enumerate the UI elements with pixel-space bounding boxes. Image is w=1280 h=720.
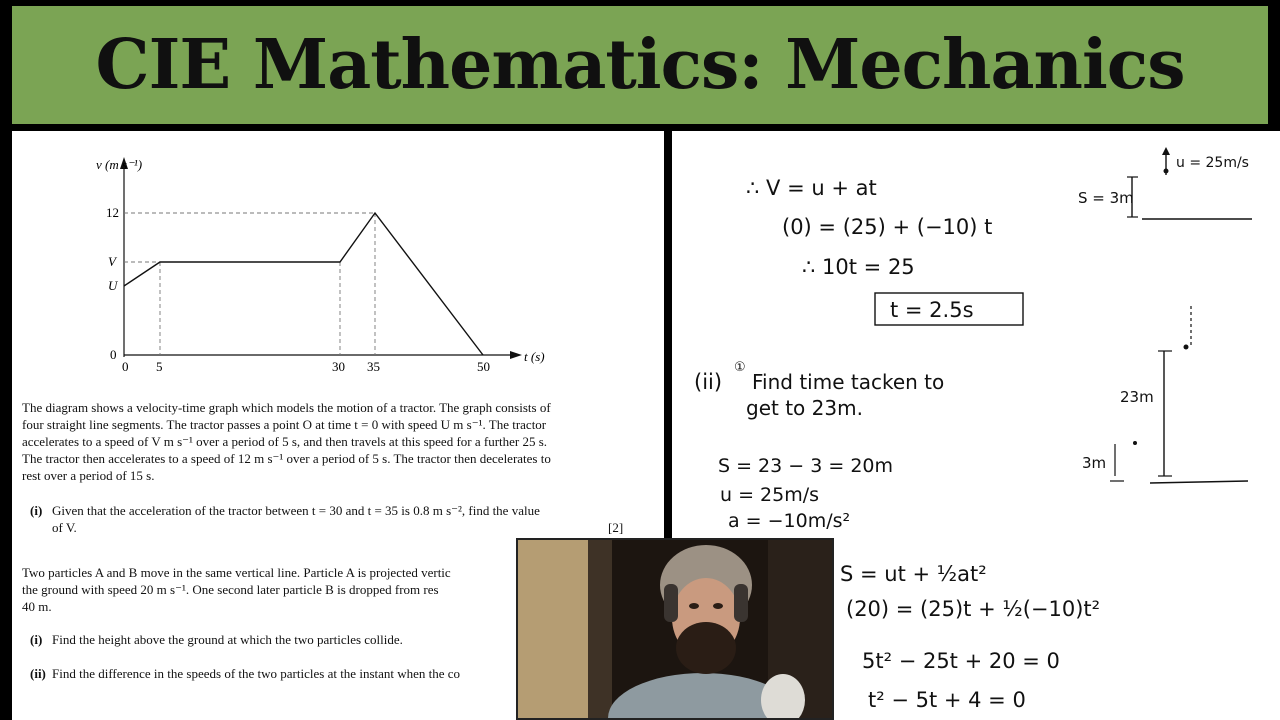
velocity-line bbox=[124, 213, 483, 355]
presenter-beard bbox=[676, 622, 736, 674]
part-text-line: of V. bbox=[52, 520, 77, 535]
x-tick-35: 35 bbox=[367, 359, 380, 374]
banner-title: CIE Mathematics: Mechanics bbox=[95, 25, 1185, 105]
question2-line: 40 m. bbox=[22, 599, 52, 614]
a-line: a = −10m/s² bbox=[728, 510, 851, 532]
note-line-2: (0) = (25) + (−10) t bbox=[782, 215, 993, 239]
headphone-right bbox=[734, 584, 748, 622]
part-text: Find the difference in the speeds of the two particles at the instant when the co bbox=[52, 666, 461, 681]
question1-paragraph bbox=[22, 399, 652, 484]
x-axis-arrow bbox=[510, 351, 522, 359]
s-line: S = 23 − 3 = 20m bbox=[718, 455, 894, 477]
question1-line: The diagram shows a velocity-time graph which models the motion of a tractor. The graph consists of bbox=[22, 400, 551, 415]
diagram1-s-label: S = 3m bbox=[1078, 189, 1134, 207]
part-ii-line-2: get to 23m. bbox=[746, 396, 863, 420]
part-ii-label: (ii) bbox=[694, 370, 723, 394]
x-tick-5: 5 bbox=[156, 359, 163, 374]
eq-3: 5t² − 25t + 20 = 0 bbox=[862, 649, 1060, 673]
diagram2-particle-top bbox=[1184, 345, 1189, 350]
headphone-left bbox=[664, 584, 678, 622]
velocity-time-graph bbox=[12, 131, 572, 381]
diagram1-arrow-head bbox=[1162, 147, 1170, 155]
y-tick-0: 0 bbox=[110, 347, 117, 362]
x-axis-label: t (s) bbox=[524, 349, 545, 364]
u-line: u = 25m/s bbox=[720, 484, 820, 506]
part-label: (i) bbox=[30, 632, 43, 647]
eq-1: S = ut + ½at² bbox=[840, 562, 987, 586]
x-tick-30: 30 bbox=[332, 359, 345, 374]
x-tick-0: 0 bbox=[122, 359, 129, 374]
question1-marks: [2] bbox=[608, 520, 624, 535]
y-tick-u: U bbox=[108, 278, 118, 293]
diagram2-label-23: 23m bbox=[1120, 388, 1154, 406]
y-tick-12: 12 bbox=[106, 205, 119, 220]
question2-line: the ground with speed 20 m s⁻¹. One second later particle B is dropped from res bbox=[22, 582, 439, 597]
question1-line: The tractor then accelerates to a speed of 12 m s⁻¹ over a period of 5 s. The tractor then decelerates to bbox=[22, 451, 551, 466]
question1-line: accelerates to a speed of V m s⁻¹ over a period of 5 s, and then travels at this speed for a further 25 s. bbox=[22, 434, 548, 449]
diagram2-label-3: 3m bbox=[1082, 454, 1107, 472]
question1-line: rest over a period of 15 s. bbox=[22, 468, 155, 483]
eq-4: t² − 5t + 4 = 0 bbox=[868, 688, 1026, 712]
diagram1-particle bbox=[1164, 169, 1169, 174]
part-label: (ii) bbox=[30, 666, 46, 681]
part-label: (i) bbox=[30, 503, 43, 518]
y-tick-v: V bbox=[108, 254, 116, 269]
title-banner bbox=[12, 6, 1268, 124]
note-line-3: ∴ 10t = 25 bbox=[802, 255, 915, 279]
part-ii-step: ① bbox=[734, 360, 746, 375]
question1-line: four straight line segments. The tractor passes a point O at time t = 0 with speed U m s⁻¹. The tractor bbox=[22, 417, 547, 432]
diagram2-particle-bottom bbox=[1133, 441, 1137, 445]
webcam-overlay bbox=[516, 538, 834, 720]
note-line-1: ∴ V = u + at bbox=[746, 176, 877, 200]
eq-2: (20) = (25)t + ½(−10)t² bbox=[846, 597, 1101, 621]
x-tick-50: 50 bbox=[477, 359, 490, 374]
question2-line: Two particles A and B move in the same vertical line. Particle A is projected vertic bbox=[22, 565, 451, 580]
diagram2-ground bbox=[1150, 481, 1248, 483]
part-ii-line-1: Find time tacken to bbox=[752, 370, 945, 394]
part-text-line: Given that the acceleration of the tractor between t = 30 and t = 35 is 0.8 m s⁻², find the value bbox=[52, 503, 540, 518]
part-text: Find the height above the ground at which the two particles collide. bbox=[52, 632, 403, 647]
diagram1-top-label: u = 25m/s bbox=[1176, 155, 1249, 171]
y-axis-label: v (m s⁻¹) bbox=[96, 157, 143, 172]
boxed-answer: t = 2.5s bbox=[890, 298, 974, 322]
presenter-video bbox=[518, 540, 832, 718]
question1-part-i bbox=[30, 502, 630, 536]
